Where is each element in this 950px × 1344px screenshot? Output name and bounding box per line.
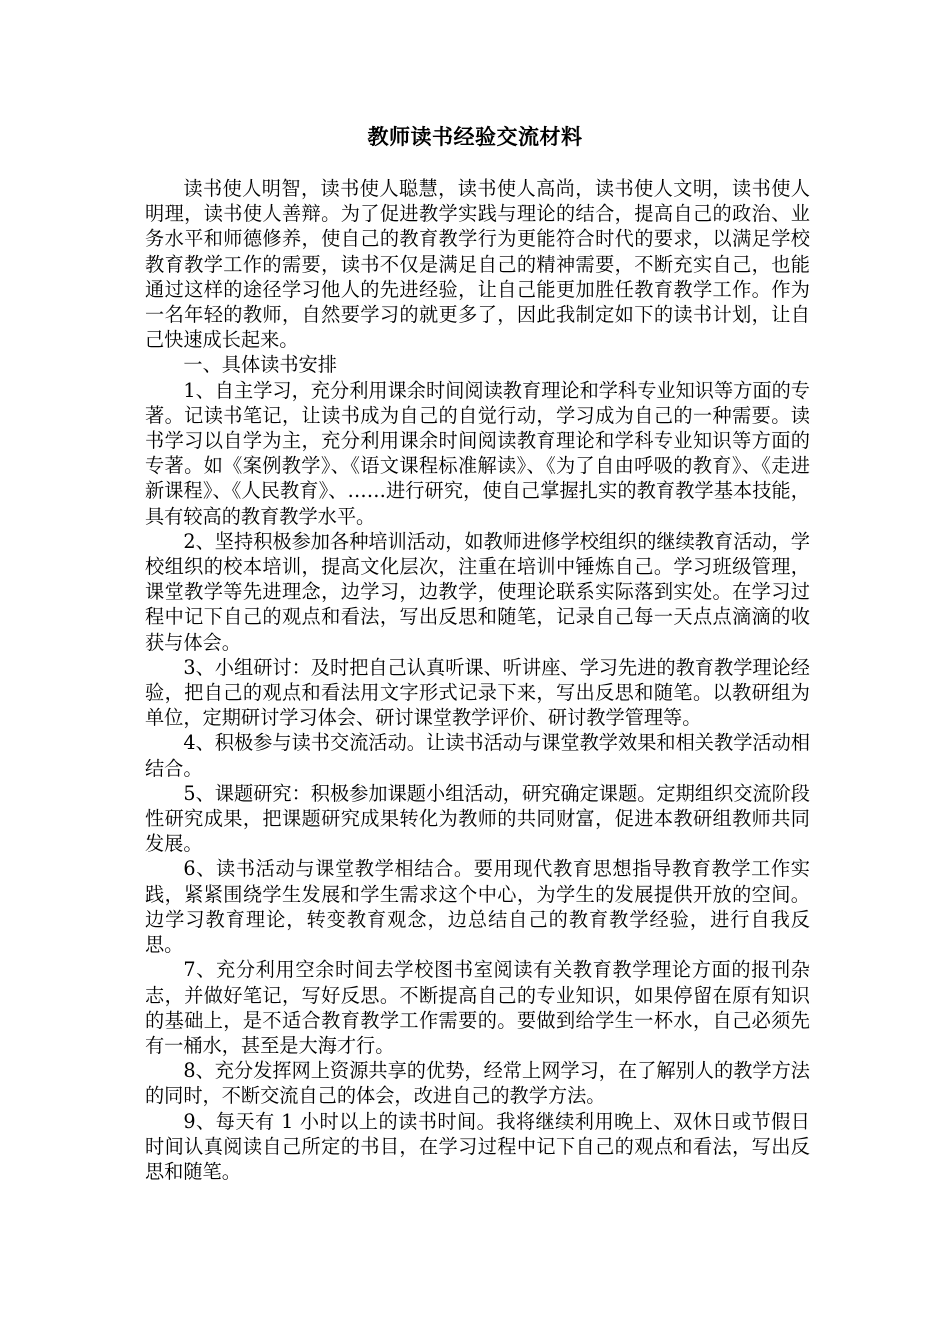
plan-item-4: 4、积极参与读书交流活动。让读书活动与课堂教学效果和相关教学活动相结合。 xyxy=(145,731,810,780)
plan-item-7: 7、充分利用空余时间去学校图书室阅读有关教育教学理论方面的报刊杂志，并做好笔记，写好反思。不断提高自己的专业知识，如果停留在原有知识的基础上，是不适合教育教学工作需要的。要做到给学生一杯水，自己必须先有一桶水，甚至是大海才行。 xyxy=(145,958,810,1057)
plan-item-8: 8、充分发挥网上资源共享的优势，经常上网学习，在了解别人的教学方法的同时，不断交流自己的体会，改进自己的教学方法。 xyxy=(145,1059,810,1108)
plan-item-5: 5、课题研究：积极参加课题小组活动，研究确定课题。定期组织交流阶段性研究成果，把课题研究成果转化为教师的共同财富，促进本教研组教师共同发展。 xyxy=(145,781,810,856)
document-title: 教师读书经验交流材料 xyxy=(367,124,583,149)
document-body xyxy=(145,176,810,1184)
plan-item-9: 9、每天有 1 小时以上的读书时间。我将继续利用晚上、双休日或节假日时间认真阅读自己所定的书目，在学习过程中记下自己的观点和看法，写出反思和随笔。 xyxy=(145,1109,810,1183)
plan-item-1: 1、自主学习，充分利用课余时间阅读教育理论和学科专业知识等方面的专著。记读书笔记，让读书成为自己的自觉行动，学习成为自己的一种需要。读书学习以自学为主，充分利用课余时间阅读教育理论和学科专业知识等方面的专著。如《案例教学》、《语文课程标准解读》、《为了自由呼吸的教育》、《走进新课程》、《人民教育》、……进行研究，使自己掌握扎实的教育教学基本技能，具有较高的教育教学水平。 xyxy=(145,378,810,528)
plan-item-2: 2、坚持积极参加各种培训活动，如教师进修学校组织的继续教育活动，学校组织的校本培训，提高文化层次，注重在培训中锤炼自己。学习班级管理，课堂教学等先进理念，边学习，边教学，使理论联系实际落到实处。在学习过程中记下自己的观点和看法，写出反思和随笔，记录自己每一天点点滴滴的收获与体会。 xyxy=(145,529,810,654)
plan-item-6: 6、读书活动与课堂教学相结合。要用现代教育思想指导教育教学工作实践，紧紧围绕学生发展和学生需求这个中心，为学生的发展提供开放的空间。边学习教育理论，转变教育观念，边总结自己的教育教学经验，进行自我反思。 xyxy=(145,857,810,957)
section-heading: 一、具体读书安排 xyxy=(183,353,337,377)
intro-paragraph: 读书使人明智，读书使人聪慧，读书使人高尚，读书使人文明，读书使人明理，读书使人善辩。为了促进教学实践与理论的结合，提高自己的政治、业务水平和师德修养，使自己的教育教学行为更能符合时代的要求，以满足学校教育教学工作的需要，读书不仅是满足自己的精神需要，不断充实自己，也能通过这样的途径学习他人的先进经验，让自己能更加胜任教育教学工作。作为一名年轻的教师，自然要学习的就更多了，因此我制定如下的读书计划，让自己快速成长起来。 xyxy=(145,177,810,352)
plan-item-3: 3、小组研讨：及时把自己认真听课、听讲座、学习先进的教育教学理论经验，把自己的观点和看法用文字形式记录下来，写出反思和随笔。以教研组为单位，定期研讨学习体会、研讨课堂教学评价、研讨教学管理等。 xyxy=(145,655,810,730)
